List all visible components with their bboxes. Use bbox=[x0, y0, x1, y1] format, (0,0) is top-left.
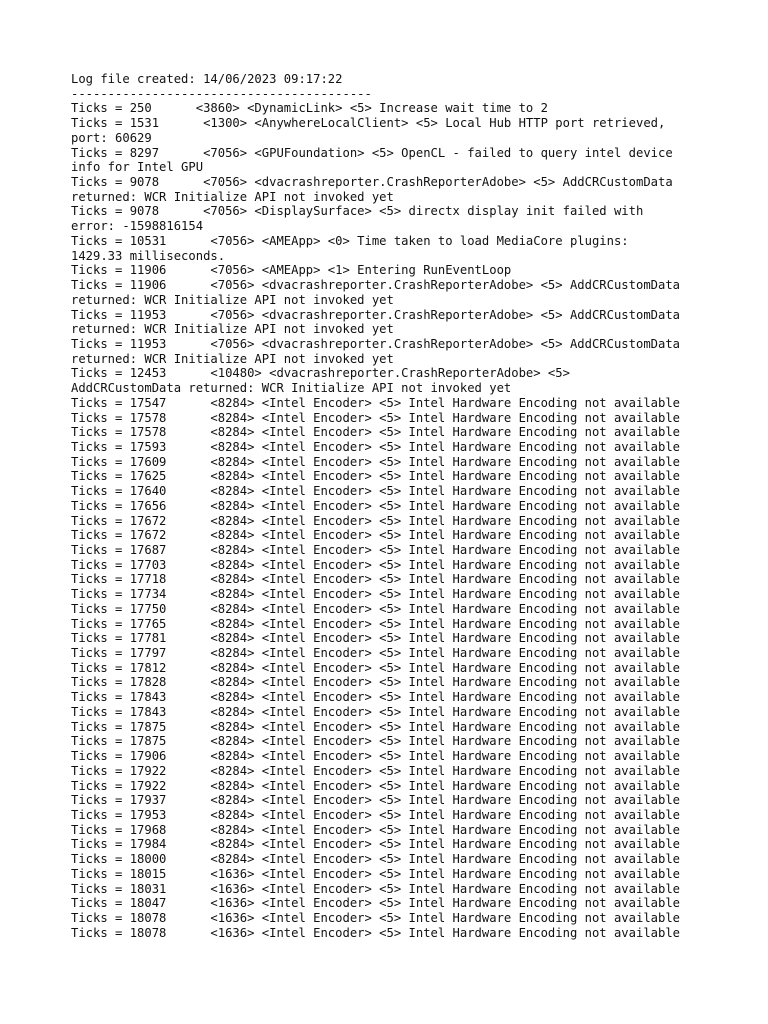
log-line: Ticks = 17968 <8284> <Intel Encoder> <5> Intel Hardware Encoding not available bbox=[71, 822, 681, 837]
log-line: error: -1598816154 bbox=[71, 219, 204, 234]
log-line: Ticks = 17718 <8284> <Intel Encoder> <5> Intel Hardware Encoding not available bbox=[71, 572, 681, 587]
log-line: Ticks = 17906 <8284> <Intel Encoder> <5> Intel Hardware Encoding not available bbox=[71, 749, 681, 764]
log-line: Ticks = 17734 <8284> <Intel Encoder> <5> Intel Hardware Encoding not available bbox=[71, 587, 681, 602]
log-line: Ticks = 17843 <8284> <Intel Encoder> <5> Intel Hardware Encoding not available bbox=[71, 704, 681, 719]
log-line: Ticks = 17797 <8284> <Intel Encoder> <5> Intel Hardware Encoding not available bbox=[71, 646, 681, 661]
log-line: Ticks = 18078 <1636> <Intel Encoder> <5> Intel Hardware Encoding not available bbox=[71, 925, 681, 940]
log-line: Ticks = 11906 <7056> <AMEApp> <1> Entering RunEventLoop bbox=[71, 263, 512, 278]
log-line: Ticks = 17578 <8284> <Intel Encoder> <5> Intel Hardware Encoding not available bbox=[71, 410, 681, 425]
log-line: Ticks = 250 <3860> <DynamicLink> <5> Increase wait time to 2 bbox=[71, 101, 548, 116]
log-line: Ticks = 17984 <8284> <Intel Encoder> <5> Intel Hardware Encoding not available bbox=[71, 837, 681, 852]
log-line: Ticks = 17765 <8284> <Intel Encoder> <5> Intel Hardware Encoding not available bbox=[71, 616, 681, 631]
log-line: Ticks = 17672 <8284> <Intel Encoder> <5> Intel Hardware Encoding not available bbox=[71, 528, 681, 543]
log-line: Ticks = 17687 <8284> <Intel Encoder> <5> Intel Hardware Encoding not available bbox=[71, 543, 681, 557]
log-document bbox=[71, 72, 711, 940]
log-line: info for Intel GPU bbox=[71, 160, 204, 175]
log-line: Ticks = 17640 <8284> <Intel Encoder> <5> Intel Hardware Encoding not available bbox=[71, 484, 681, 499]
log-line: Ticks = 17625 <8284> <Intel Encoder> <5> Intel Hardware Encoding not available bbox=[71, 469, 681, 484]
log-line: Ticks = 12453 <10480> <dvacrashreporter.CrashReporterAdobe> <5> bbox=[71, 366, 570, 381]
log-line: port: 60629 bbox=[71, 130, 152, 145]
log-line: Ticks = 1531 <1300> <AnywhereLocalClient> <5> Local Hub HTTP port retrieved, bbox=[71, 116, 666, 131]
log-line: Ticks = 11953 <7056> <dvacrashreporter.CrashReporterAdobe> <5> AddCRCustomData bbox=[71, 307, 681, 322]
log-line: Ticks = 17828 <8284> <Intel Encoder> <5> Intel Hardware Encoding not available bbox=[71, 675, 681, 690]
log-line: Ticks = 17593 <8284> <Intel Encoder> <5> Intel Hardware Encoding not available bbox=[71, 439, 681, 454]
log-line: Ticks = 11953 <7056> <dvacrashreporter.CrashReporterAdobe> <5> AddCRCustomData bbox=[71, 336, 681, 351]
log-line: Ticks = 11906 <7056> <dvacrashreporter.CrashReporterAdobe> <5> AddCRCustomData bbox=[71, 278, 681, 293]
log-line: Ticks = 17547 <8284> <Intel Encoder> <5> Intel Hardware Encoding not available bbox=[71, 395, 681, 410]
log-line: Ticks = 17656 <8284> <Intel Encoder> <5> Intel Hardware Encoding not available bbox=[71, 498, 681, 513]
log-line: Ticks = 9078 <7056> <dvacrashreporter.CrashReporterAdobe> <5> AddCRCustomData bbox=[71, 175, 673, 190]
log-line: Ticks = 17953 <8284> <Intel Encoder> <5> Intel Hardware Encoding not available bbox=[71, 807, 681, 822]
log-line: Ticks = 17875 <8284> <Intel Encoder> <5> Intel Hardware Encoding not available bbox=[71, 719, 681, 734]
log-separator-line: ----------------------------------------- bbox=[71, 86, 372, 101]
log-line: Ticks = 18015 <1636> <Intel Encoder> <5> Intel Hardware Encoding not available bbox=[71, 866, 681, 881]
log-line: Ticks = 17750 <8284> <Intel Encoder> <5> Intel Hardware Encoding not available bbox=[71, 601, 681, 616]
log-line: Ticks = 17875 <8284> <Intel Encoder> <5> Intel Hardware Encoding not available bbox=[71, 734, 681, 749]
log-line: Ticks = 17703 <8284> <Intel Encoder> <5> Intel Hardware Encoding not available bbox=[71, 557, 681, 572]
log-line: AddCRCustomData returned: WCR Initialize API not invoked yet bbox=[71, 381, 512, 396]
log-line: returned: WCR Initialize API not invoked yet bbox=[71, 351, 394, 366]
log-line: Ticks = 18000 <8284> <Intel Encoder> <5> Intel Hardware Encoding not available bbox=[71, 852, 681, 867]
log-line: Ticks = 17937 <8284> <Intel Encoder> <5> Intel Hardware Encoding not available bbox=[71, 793, 681, 808]
log-line: Ticks = 17781 <8284> <Intel Encoder> <5> Intel Hardware Encoding not available bbox=[71, 631, 681, 646]
log-line: returned: WCR Initialize API not invoked yet bbox=[71, 322, 394, 337]
log-line: Ticks = 10531 <7056> <AMEApp> <0> Time taken to load MediaCore plugins: bbox=[71, 233, 629, 248]
log-line: Ticks = 17922 <8284> <Intel Encoder> <5> Intel Hardware Encoding not available bbox=[71, 778, 681, 793]
log-line: Ticks = 9078 <7056> <DisplaySurface> <5> directx display init failed with bbox=[71, 204, 644, 219]
log-line: Ticks = 17672 <8284> <Intel Encoder> <5> Intel Hardware Encoding not available bbox=[71, 513, 681, 528]
log-line: Ticks = 17578 <8284> <Intel Encoder> <5> Intel Hardware Encoding not available bbox=[71, 425, 681, 440]
log-header-line: Log file created: 14/06/2023 09:17:22 bbox=[71, 72, 343, 86]
log-line: Ticks = 17812 <8284> <Intel Encoder> <5> Intel Hardware Encoding not available bbox=[71, 660, 681, 675]
log-line: Ticks = 8297 <7056> <GPUFoundation> <5> OpenCL - failed to query intel device bbox=[71, 145, 673, 160]
log-line: Ticks = 17609 <8284> <Intel Encoder> <5> Intel Hardware Encoding not available bbox=[71, 454, 681, 469]
log-line: Ticks = 18031 <1636> <Intel Encoder> <5> Intel Hardware Encoding not available bbox=[71, 881, 681, 896]
log-line: returned: WCR Initialize API not invoked yet bbox=[71, 292, 394, 307]
log-line: 1429.33 milliseconds. bbox=[71, 248, 226, 263]
log-line: returned: WCR Initialize API not invoked yet bbox=[71, 189, 394, 204]
log-line: Ticks = 17843 <8284> <Intel Encoder> <5> Intel Hardware Encoding not available bbox=[71, 690, 681, 705]
log-line: Ticks = 18078 <1636> <Intel Encoder> <5> Intel Hardware Encoding not available bbox=[71, 910, 681, 925]
log-line: Ticks = 18047 <1636> <Intel Encoder> <5> Intel Hardware Encoding not available bbox=[71, 896, 681, 911]
log-line: Ticks = 17922 <8284> <Intel Encoder> <5> Intel Hardware Encoding not available bbox=[71, 763, 681, 778]
